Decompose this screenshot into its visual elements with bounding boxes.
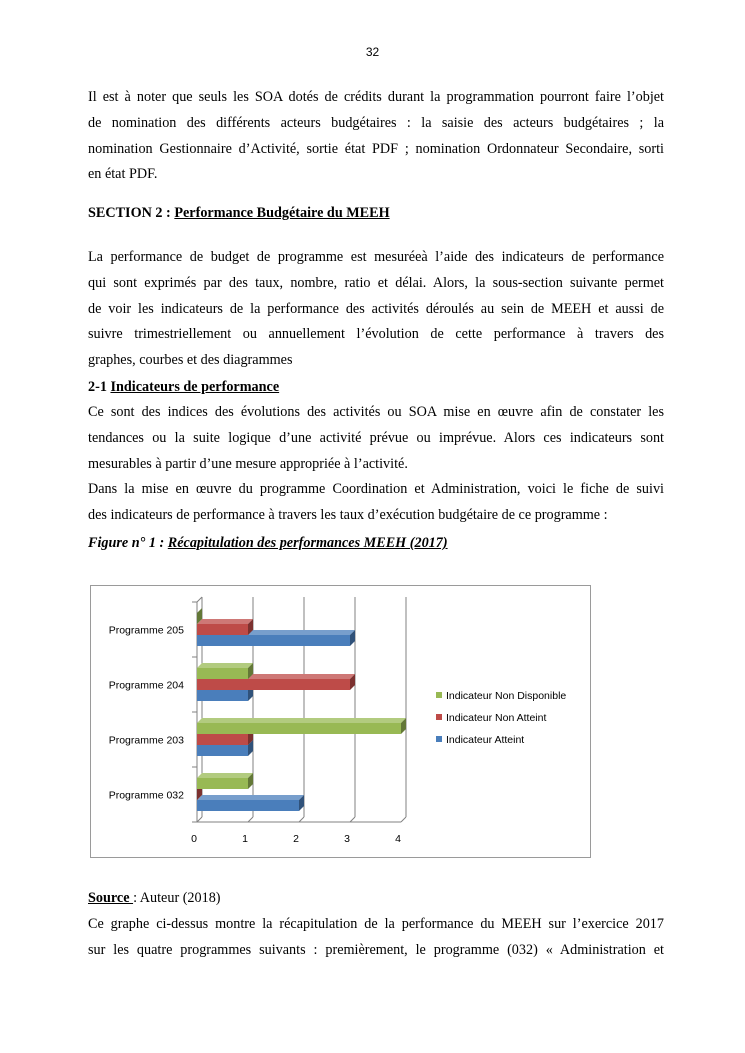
text-line: graphes, courbes et des diagrammes [88, 352, 293, 369]
bar-indicateur-atteint-top [197, 795, 304, 800]
chart-frame [90, 585, 591, 858]
section-heading [88, 205, 390, 222]
text-line: Ce sont des indices des évolutions des activités ou SOA mise en œuvre afin de constater les [88, 404, 664, 420]
gridline-floor [350, 817, 355, 822]
text-line: de nomination des différents acteurs budgétaires : la saisie des acteurs budgétaires ; la [88, 114, 664, 131]
text-line: La performance de budget de programme est mesuréeà l’aide des indicateurs de performance [88, 249, 664, 265]
bar-chart [91, 586, 590, 857]
text-line: qui sont exprimés par des taux, nombre, ratio et délai. Alors, la sous-section suivante permet [88, 274, 664, 291]
bar-indicateur-non-disponible-top [197, 718, 406, 723]
source-text: : Auteur (2018) [133, 890, 221, 906]
x-tick-label: 0 [191, 833, 197, 845]
x-tick-label: 1 [242, 833, 248, 845]
text-line: mesurables à partir d’une mesure appropriée à l’activité. [88, 455, 408, 472]
x-tick-label: 3 [344, 833, 350, 845]
legend-swatch [436, 736, 442, 742]
text-line: tendances ou la suite logique d’une activité prévue ou imprévue. Alors ces indicateurs sont [88, 429, 664, 446]
bar-indicateur-atteint [197, 690, 248, 701]
figure-title: Récapitulation des performances MEEH (2017) [167, 535, 448, 551]
axis-wall-edge [197, 597, 202, 602]
bar-indicateur-atteint [197, 635, 350, 646]
bar-indicateur-atteint [197, 745, 248, 756]
text-line: Il est à noter que seuls les SOA dotés de crédits durant la programmation pourront faire l’objet [88, 89, 664, 105]
x-tick-label: 2 [293, 833, 299, 845]
bar-indicateur-non-disponible-top [197, 663, 253, 668]
figure-prefix: Figure n° 1 : [88, 535, 168, 551]
category-label: Programme 205 [108, 624, 184, 637]
gridline-floor [248, 817, 253, 822]
section-title: Performance Budgétaire du MEEH [174, 205, 390, 221]
bar-indicateur-non-disponible [197, 668, 248, 679]
legend-swatch [436, 714, 442, 720]
text-line: suivre trimestriellement ou annuellement l’évolution de cette performance à travers des [88, 326, 664, 343]
section-prefix: SECTION 2 : [88, 205, 175, 221]
bar-indicateur-non-atteint-top [197, 619, 253, 624]
text-line: Dans la mise en œuvre du programme Coordination et Administration, voici le fiche de suivi [88, 481, 664, 498]
bar-indicateur-non-disponible [197, 778, 248, 789]
paragraph-indicators [88, 400, 664, 529]
text-line: de voir les indicateurs de la performance des activités déroulés au sein de MEEH et aussi de [88, 300, 664, 317]
source-line [88, 890, 221, 907]
legend-label: Indicateur Non Atteint [446, 712, 547, 724]
text-line: des indicateurs de performance à travers les taux d’exécution budgétaire de ce programme : [88, 507, 608, 524]
bar-indicateur-non-atteint [197, 679, 350, 690]
text-line: Ce graphe ci-dessus montre la récapitulation de la performance du MEEH sur l’exercice 2017 [88, 916, 664, 932]
bar-indicateur-non-disponible [197, 723, 401, 734]
figure-caption [88, 535, 448, 552]
bar-indicateur-atteint [197, 800, 299, 811]
legend-label: Indicateur Atteint [446, 734, 525, 746]
subsection-heading [88, 379, 279, 396]
category-label: Programme 204 [108, 679, 184, 692]
subsection-number: 2-1 [88, 379, 111, 395]
paragraph-soa-nomination [88, 85, 664, 188]
page-number: 32 [365, 45, 380, 59]
source-label: Source [88, 890, 134, 906]
paragraph-performance [88, 245, 664, 374]
gridline-floor [197, 817, 202, 822]
gridline-floor [401, 817, 406, 822]
text-line: nomination Gestionnaire d’Activité, sortie état PDF ; nomination Ordonnateur Secondaire, sorti [88, 140, 664, 157]
text-line: sur les quatre programmes suivants : premièrement, le programme (032) « Administration et [88, 941, 664, 958]
gridline-floor [299, 817, 304, 822]
legend-label: Indicateur Non Disponible [446, 690, 567, 702]
legend-swatch [436, 692, 442, 698]
paragraph-graph-description [88, 912, 664, 964]
subsection-title: Indicateurs de performance [110, 379, 280, 395]
category-label: Programme 203 [108, 734, 184, 747]
bar-indicateur-non-disponible-top [197, 773, 253, 778]
bar-indicateur-non-atteint [197, 734, 248, 745]
x-tick-label: 4 [395, 833, 401, 845]
text-line: en état PDF. [88, 166, 158, 183]
category-label: Programme 032 [108, 789, 184, 802]
bar-indicateur-non-atteint [197, 624, 248, 635]
